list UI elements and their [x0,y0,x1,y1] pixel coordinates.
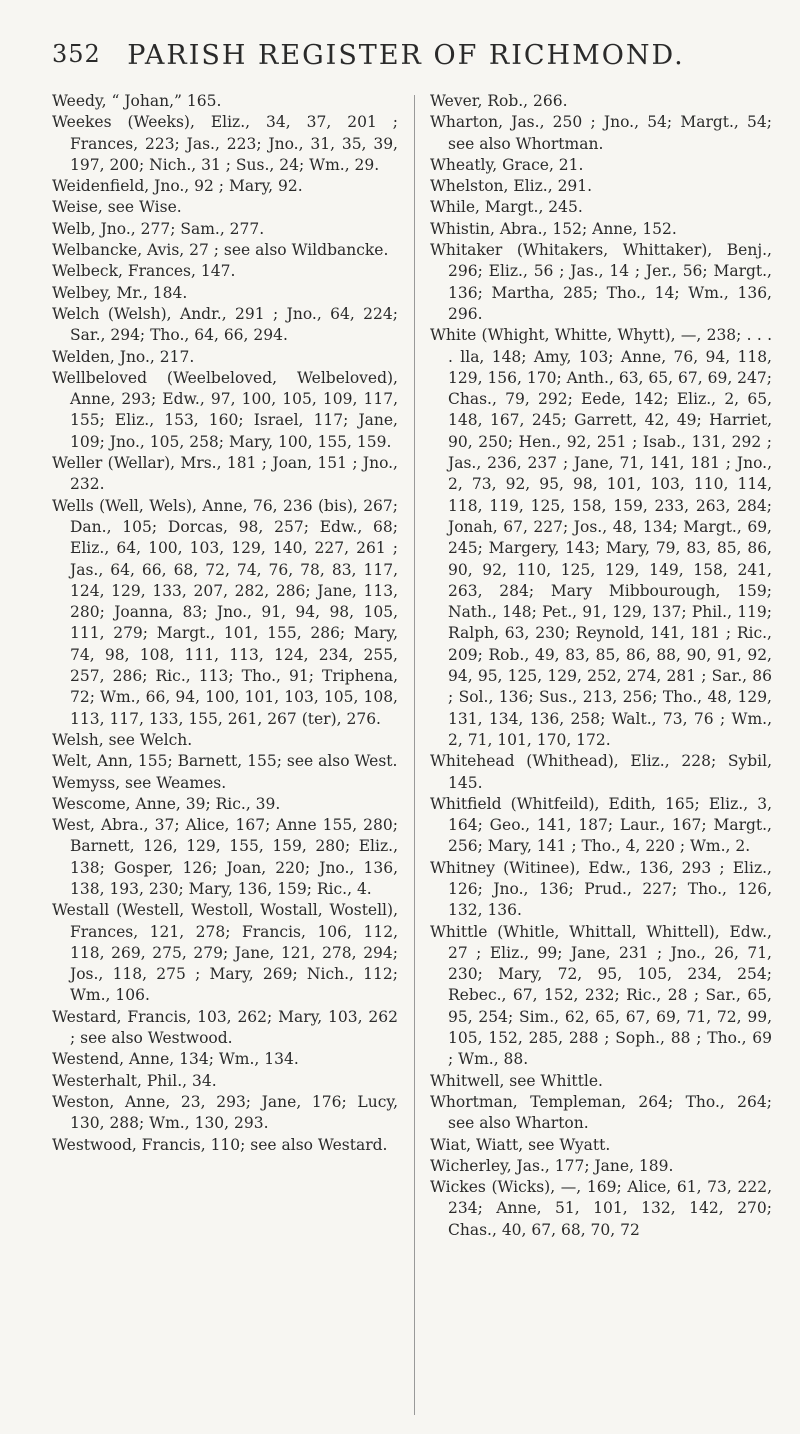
index-entry: Whitaker (Whitakers, Whittaker), Benj., 296; Eliz., 56 ; Jas., 14 ; Jer., 56; Margt., 136; Martha, 285; Tho., 14; Wm., 136, 296. [430,241,772,323]
index-entry: Wescome, Anne, 39; Ric., 39. [52,794,281,813]
index-entry: Wellbeloved (Weelbeloved, Welbeloved), Anne, 293; Edw., 97, 100, 105, 109, 117, 155; Eliz., 153, 160; Israel, 117; Jane, 109; Jno., 105, 258; Mary, 100, 155, 159. [52,368,398,451]
index-entry: Weller (Wellar), Mrs., 181 ; Joan, 151 ; Jno., 232. [52,454,398,494]
index-entry: Wells (Well, Wels), Anne, 76, 236 (bis), 267; Dan., 105; Dorcas, 98, 257; Edw., 68; Eliz., 64, 100, 103, 129, 140, 227, 261 ; Jas., 64, 66, 68, 72, 74, 76, 78, 83, 117, 124, 129, 133, 207, 282, 286; Jane, 113, 280; Joanna, 83; Jno., 91, 94, 98, 105, 111, 279; Margt., 101, 155, 286; Mary, 74, 98, 108, 111, 113, 124, 234, 255, 257, 286; Ric., 113; Tho., 91; Triphena, 72; Wm., 66, 94, 100, 101, 103, 105, 108, 113, 117, 133, 155, 261, 267 (ter), 276. [52,496,398,728]
index-entry: Whitehead (Whithead), Eliz., 228; Sybil, 145. [430,752,772,792]
index-entry: Whistin, Abra., 152; Anne, 152. [430,219,677,238]
index-entry: Whitfield (Whitfeild), Edith, 165; Eliz., 3, 164; Geo., 141, 187; Laur., 167; Margt., 256; Mary, 141 ; Tho., 4, 220 ; Wm., 2. [430,794,772,856]
index-entry: Wicherley, Jas., 177; Jane, 189. [430,1156,674,1175]
index-entry: Westend, Anne, 134; Wm., 134. [52,1050,299,1069]
index-entry: Whortman, Templeman, 264; Tho., 264; see also Wharton. [430,1092,772,1133]
index-entry: Wheatly, Grace, 21. [430,155,584,174]
index-entry: Whittle (Whitle, Whittall, Whittell), Edw., 27 ; Eliz., 99; Jane, 231 ; Jno., 26, 71, 230; Mary, 72, 95, 105, 234, 254; Rebec., 67, 152, 232; Ric., 28 ; Sar., 65, 95, 254; Sim., 62, 65, 67, 69, 71, 72, 99, 105, 152, 285, 288 ; Soph., 88 ; Tho., 69 ; Wm., 88. [430,922,772,1069]
index-entry: Welbeck, Frances, 147. [52,262,236,281]
right-index-column [430,91,772,1241]
page-header [52,40,760,80]
index-entry: West, Abra., 37; Alice, 167; Anne 155, 280; Barnett, 126, 129, 155, 159, 280; Eliz., 138; Gosper, 126; Joan, 220; Jno., 136, 138, 193, 230; Mary, 136, 159; Ric., 4. [52,816,398,898]
page-number: 352 [52,40,101,68]
index-entry: Wemyss, see Weames. [52,773,227,792]
index-entry: Weedy, “ Johan,” 165. [52,92,222,110]
index-entry: While, Margt., 245. [430,198,583,217]
index-entry: Welbancke, Avis, 27 ; see also Wildbancke. [52,241,389,260]
index-entry: Westall (Westell, Westoll, Wostall, Wostell), Frances, 121, 278; Francis, 106, 112, 118, 269, 275, 279; Jane, 121, 278, 294; Jos., 118, 275 ; Mary, 269; Nich., 112; Wm., 106. [52,901,398,1005]
index-entry: Wever, Rob., 266. [430,92,568,110]
index-entry: Weise, see Wise. [52,198,182,217]
index-entry: Welb, Jno., 277; Sam., 277. [52,219,265,238]
index-entry: Whitney (Witinee), Edw., 136, 293 ; Eliz., 126; Jno., 136; Prud., 227; Tho., 126, 132, 136. [430,858,772,920]
index-entry: Welsh, see Welch. [52,730,193,749]
index-entry: Welden, Jno., 217. [52,347,195,366]
index-entry: Welbey, Mr., 184. [52,283,188,302]
left-index-column [52,91,398,1156]
index-entry: Whitwell, see Whittle. [430,1071,603,1090]
index-entry: White (Whight, Whitte, Whytt), —, 238; . . . . lla, 148; Amy, 103; Anne, 76, 94, 118, 129, 156, 170; Anth., 63, 65, 67, 69, 247; Chas., 79, 292; Eede, 142; Eliz., 2, 65, 148, 167, 245; Garrett, 42, 49; Harriet, 90, 250; Hen., 92, 251 ; Isab., 131, 292 ; Jas., 236, 237 ; Jane, 71, 141, 181 ; Jno., 2, 73, 92, 95, 98, 101, 103, 110, 114, 118, 119, 125, 158, 159, 233, 263, 284; Jonah, 67, 227; Jos., 48, 134; Margt., 69, 245; Margery, 143; Mary, 79, 83, 85, 86, 90, 92, 110, 125, 129, 149, 158, 241, 263, 284; Mary Mibbourough, 159; Nath., 148; Pet., 91, 129, 137; Phil., 119; Ralph, 63, 230; Reynold, 141, 181 ; Ric., 209; Rob., 49, 83, 85, 86, 88, 90, 91, 92, 94, 95, 125, 129, 252, 274, 281 ; Sar., 86 ; Sol., 136; Sus., 213, 256; Tho., 48, 129, 131, 134, 136, 258; Walt., 73, 76 ; Wm., 2, 71, 101, 170, 172. [430,326,772,749]
index-entry: Wickes (Wicks), —, 169; Alice, 61, 73, 222, 234; Anne, 51, 101, 132, 142, 270; Chas., 40, 67, 68, 70, 72 [430,1178,772,1239]
index-entry: Whelston, Eliz., 291. [430,177,593,196]
index-entry: Welt, Ann, 155; Barnett, 155; see also West. [52,752,398,771]
index-entry: Weekes (Weeks), Eliz., 34, 37, 201 ; Frances, 223; Jas., 223; Jno., 31, 35, 39, 197, 200; Nich., 31 ; Sus., 24; Wm., 29. [52,113,398,174]
column-divider [414,95,415,1415]
index-entry: Wharton, Jas., 250 ; Jno., 54; Margt., 54; see also Whortman. [430,113,772,153]
index-entry: Weidenfield, Jno., 92 ; Mary, 92. [52,177,303,196]
index-entry: Westerhalt, Phil., 34. [52,1071,217,1090]
index-entry: Westard, Francis, 103, 262; Mary, 103, 262 ; see also Westwood. [52,1007,398,1048]
index-entry: Wiat, Wiatt, see Wyatt. [430,1135,611,1154]
page-title: PARISH REGISTER OF RICHMOND. [127,40,685,71]
index-entry: Weston, Anne, 23, 293; Jane, 176; Lucy, 130, 288; Wm., 130, 293. [52,1092,398,1133]
index-entry: Westwood, Francis, 110; see also Westard. [52,1135,388,1154]
index-entry: Welch (Welsh), Andr., 291 ; Jno., 64, 224; Sar., 294; Tho., 64, 66, 294. [52,304,398,345]
